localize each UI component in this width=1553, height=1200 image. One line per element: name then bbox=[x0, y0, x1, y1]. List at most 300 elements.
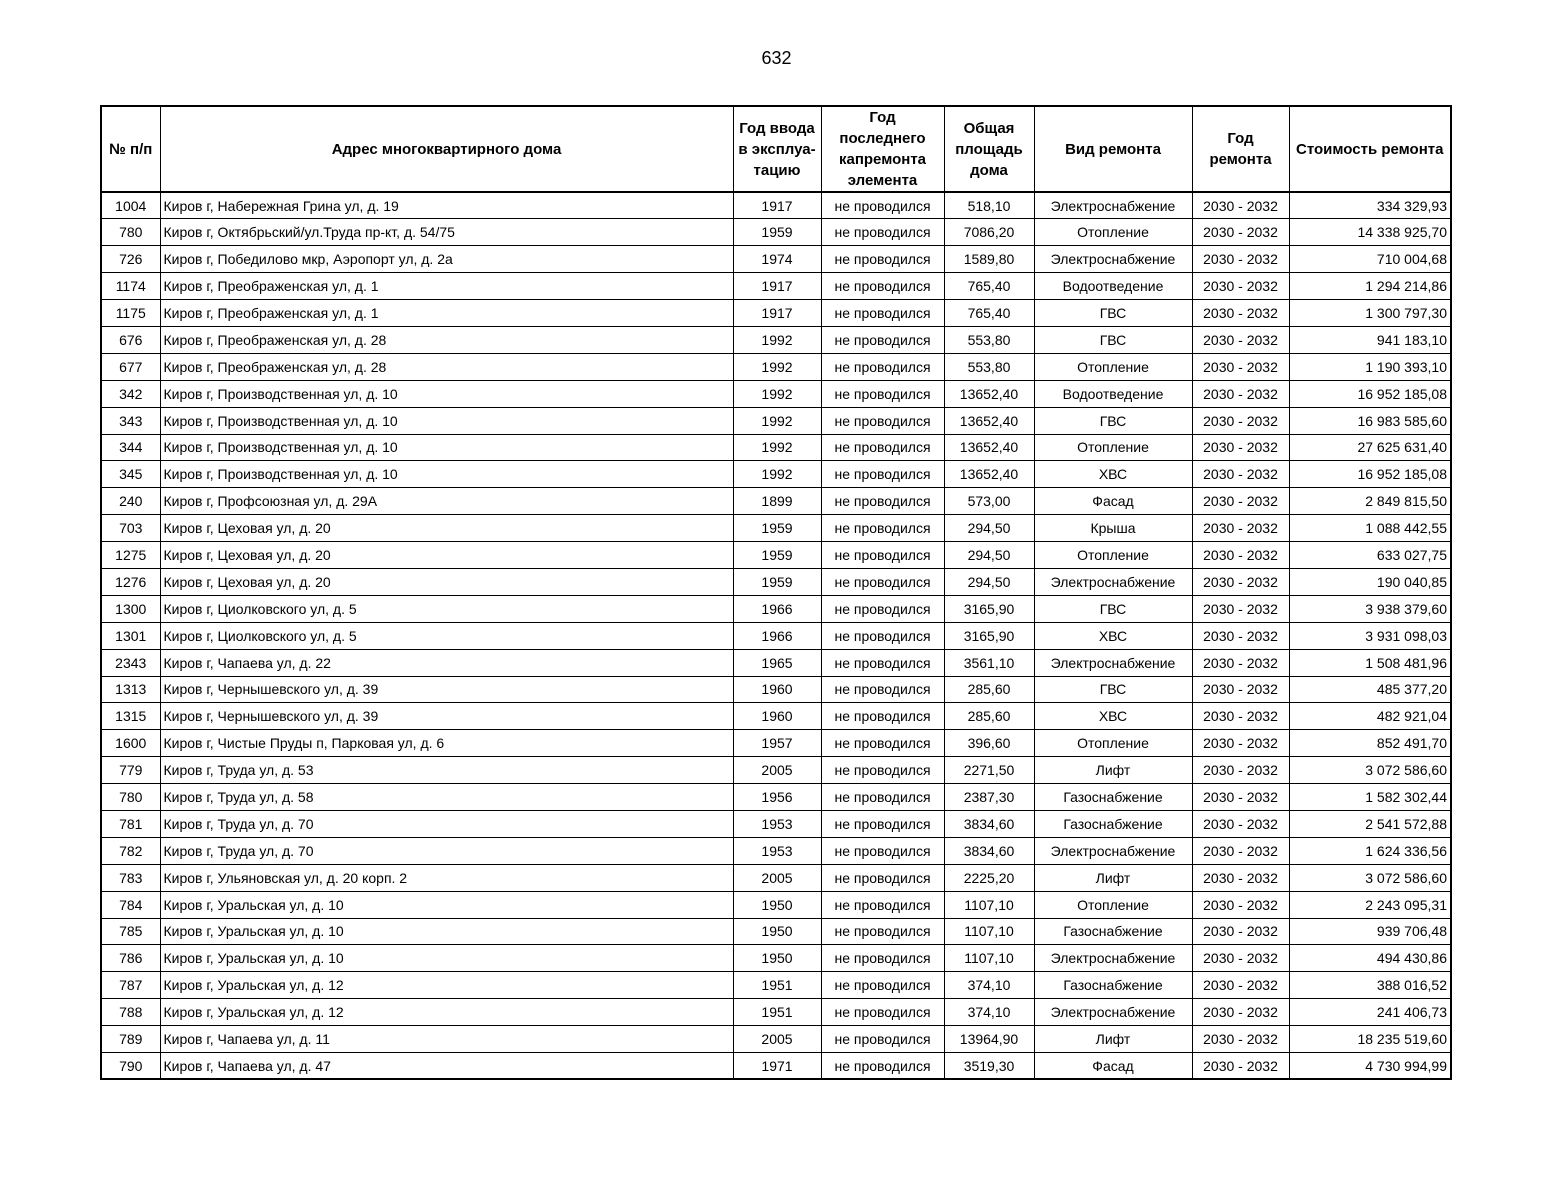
cell-address: Киров г, Уральская ул, д. 12 bbox=[160, 999, 733, 1026]
cell-repair-type: ГВС bbox=[1034, 595, 1192, 622]
cell-address: Киров г, Ульяновская ул, д. 20 корп. 2 bbox=[160, 864, 733, 891]
cell-area: 396,60 bbox=[944, 730, 1034, 757]
cell-repair-type: Крыша bbox=[1034, 515, 1192, 542]
table-row bbox=[101, 730, 1451, 757]
cell-year-built: 1992 bbox=[733, 434, 821, 461]
cell-repair-years: 2030 - 2032 bbox=[1192, 891, 1289, 918]
cell-last-repair: не проводился bbox=[821, 353, 944, 380]
cell-num: 785 bbox=[101, 918, 160, 945]
cell-num: 1004 bbox=[101, 192, 160, 219]
cell-repair-type: Газоснабжение bbox=[1034, 784, 1192, 811]
cell-address: Киров г, Цеховая ул, д. 20 bbox=[160, 542, 733, 569]
header-last-repair: Год последнего капремонта элемента bbox=[821, 106, 944, 192]
cell-repair-type: Лифт bbox=[1034, 1026, 1192, 1053]
table-row bbox=[101, 407, 1451, 434]
cell-area: 13652,40 bbox=[944, 380, 1034, 407]
cell-num: 1600 bbox=[101, 730, 160, 757]
cell-area: 553,80 bbox=[944, 326, 1034, 353]
cell-area: 294,50 bbox=[944, 542, 1034, 569]
cell-year-built: 1971 bbox=[733, 1053, 821, 1080]
cell-area: 573,00 bbox=[944, 488, 1034, 515]
cell-repair-years: 2030 - 2032 bbox=[1192, 434, 1289, 461]
cell-area: 1107,10 bbox=[944, 945, 1034, 972]
cell-year-built: 2005 bbox=[733, 864, 821, 891]
cell-repair-type: Отопление bbox=[1034, 434, 1192, 461]
cell-last-repair: не проводился bbox=[821, 461, 944, 488]
cell-num: 781 bbox=[101, 810, 160, 837]
cell-repair-type: Фасад bbox=[1034, 1053, 1192, 1080]
cell-address: Киров г, Чапаева ул, д. 11 bbox=[160, 1026, 733, 1053]
cell-address: Киров г, Труда ул, д. 53 bbox=[160, 757, 733, 784]
cell-repair-years: 2030 - 2032 bbox=[1192, 461, 1289, 488]
cell-cost: 494 430,86 bbox=[1289, 945, 1451, 972]
table-row bbox=[101, 1053, 1451, 1080]
cell-repair-type: Водоотведение bbox=[1034, 380, 1192, 407]
cell-year-built: 1959 bbox=[733, 515, 821, 542]
cell-year-built: 1992 bbox=[733, 353, 821, 380]
cell-cost: 482 921,04 bbox=[1289, 703, 1451, 730]
cell-year-built: 1917 bbox=[733, 273, 821, 300]
table-row bbox=[101, 192, 1451, 219]
cell-repair-type: Газоснабжение bbox=[1034, 972, 1192, 999]
cell-last-repair: не проводился bbox=[821, 434, 944, 461]
table-row bbox=[101, 649, 1451, 676]
cell-year-built: 1960 bbox=[733, 676, 821, 703]
cell-repair-years: 2030 - 2032 bbox=[1192, 622, 1289, 649]
cell-num: 677 bbox=[101, 353, 160, 380]
cell-num: 786 bbox=[101, 945, 160, 972]
cell-year-built: 1950 bbox=[733, 945, 821, 972]
cell-cost: 16 983 585,60 bbox=[1289, 407, 1451, 434]
cell-repair-years: 2030 - 2032 bbox=[1192, 945, 1289, 972]
cell-cost: 3 072 586,60 bbox=[1289, 864, 1451, 891]
cell-repair-type: Отопление bbox=[1034, 891, 1192, 918]
table-row bbox=[101, 703, 1451, 730]
cell-num: 240 bbox=[101, 488, 160, 515]
cell-year-built: 1992 bbox=[733, 326, 821, 353]
cell-address: Киров г, Чернышевского ул, д. 39 bbox=[160, 676, 733, 703]
cell-last-repair: не проводился bbox=[821, 515, 944, 542]
cell-area: 765,40 bbox=[944, 300, 1034, 327]
cell-repair-years: 2030 - 2032 bbox=[1192, 649, 1289, 676]
table-row bbox=[101, 784, 1451, 811]
cell-year-built: 2005 bbox=[733, 1026, 821, 1053]
cell-cost: 2 243 095,31 bbox=[1289, 891, 1451, 918]
cell-repair-type: Водоотведение bbox=[1034, 273, 1192, 300]
cell-repair-years: 2030 - 2032 bbox=[1192, 219, 1289, 246]
cell-area: 2387,30 bbox=[944, 784, 1034, 811]
cell-repair-years: 2030 - 2032 bbox=[1192, 568, 1289, 595]
cell-year-built: 1992 bbox=[733, 380, 821, 407]
cell-address: Киров г, Труда ул, д. 58 bbox=[160, 784, 733, 811]
cell-area: 3834,60 bbox=[944, 810, 1034, 837]
cell-last-repair: не проводился bbox=[821, 730, 944, 757]
cell-cost: 485 377,20 bbox=[1289, 676, 1451, 703]
cell-year-built: 1956 bbox=[733, 784, 821, 811]
cell-address: Киров г, Профсоюзная ул, д. 29А bbox=[160, 488, 733, 515]
cell-last-repair: не проводился bbox=[821, 1026, 944, 1053]
cell-cost: 1 624 336,56 bbox=[1289, 837, 1451, 864]
cell-address: Киров г, Циолковского ул, д. 5 bbox=[160, 595, 733, 622]
cell-num: 1300 bbox=[101, 595, 160, 622]
cell-num: 1313 bbox=[101, 676, 160, 703]
cell-last-repair: не проводился bbox=[821, 891, 944, 918]
cell-area: 3561,10 bbox=[944, 649, 1034, 676]
cell-cost: 710 004,68 bbox=[1289, 246, 1451, 273]
cell-area: 285,60 bbox=[944, 676, 1034, 703]
cell-cost: 941 183,10 bbox=[1289, 326, 1451, 353]
table-row bbox=[101, 568, 1451, 595]
cell-num: 783 bbox=[101, 864, 160, 891]
cell-year-built: 1950 bbox=[733, 918, 821, 945]
cell-repair-type: Электроснабжение bbox=[1034, 837, 1192, 864]
cell-cost: 18 235 519,60 bbox=[1289, 1026, 1451, 1053]
cell-area: 553,80 bbox=[944, 353, 1034, 380]
table-row bbox=[101, 273, 1451, 300]
cell-cost: 388 016,52 bbox=[1289, 972, 1451, 999]
cell-repair-years: 2030 - 2032 bbox=[1192, 326, 1289, 353]
cell-repair-type: Фасад bbox=[1034, 488, 1192, 515]
cell-num: 342 bbox=[101, 380, 160, 407]
cell-cost: 3 938 379,60 bbox=[1289, 595, 1451, 622]
cell-num: 782 bbox=[101, 837, 160, 864]
cell-cost: 633 027,75 bbox=[1289, 542, 1451, 569]
repair-schedule-table bbox=[100, 105, 1452, 1080]
cell-last-repair: не проводился bbox=[821, 595, 944, 622]
cell-cost: 852 491,70 bbox=[1289, 730, 1451, 757]
cell-last-repair: не проводился bbox=[821, 999, 944, 1026]
cell-num: 788 bbox=[101, 999, 160, 1026]
table-row bbox=[101, 918, 1451, 945]
cell-year-built: 1992 bbox=[733, 461, 821, 488]
cell-last-repair: не проводился bbox=[821, 488, 944, 515]
cell-address: Киров г, Чапаева ул, д. 47 bbox=[160, 1053, 733, 1080]
cell-year-built: 1957 bbox=[733, 730, 821, 757]
table-row bbox=[101, 810, 1451, 837]
cell-num: 1315 bbox=[101, 703, 160, 730]
table-row bbox=[101, 837, 1451, 864]
cell-repair-type: ХВС bbox=[1034, 622, 1192, 649]
cell-year-built: 1966 bbox=[733, 622, 821, 649]
cell-num: 676 bbox=[101, 326, 160, 353]
cell-area: 765,40 bbox=[944, 273, 1034, 300]
table-row bbox=[101, 864, 1451, 891]
cell-last-repair: не проводился bbox=[821, 837, 944, 864]
cell-year-built: 1917 bbox=[733, 192, 821, 219]
cell-cost: 190 040,85 bbox=[1289, 568, 1451, 595]
cell-last-repair: не проводился bbox=[821, 918, 944, 945]
cell-area: 1107,10 bbox=[944, 918, 1034, 945]
cell-num: 780 bbox=[101, 219, 160, 246]
cell-cost: 1 508 481,96 bbox=[1289, 649, 1451, 676]
cell-area: 3519,30 bbox=[944, 1053, 1034, 1080]
cell-area: 2225,20 bbox=[944, 864, 1034, 891]
cell-address: Киров г, Преображенская ул, д. 1 bbox=[160, 273, 733, 300]
cell-last-repair: не проводился bbox=[821, 649, 944, 676]
cell-address: Киров г, Преображенская ул, д. 28 bbox=[160, 353, 733, 380]
cell-last-repair: не проводился bbox=[821, 273, 944, 300]
cell-repair-years: 2030 - 2032 bbox=[1192, 300, 1289, 327]
cell-address: Киров г, Труда ул, д. 70 bbox=[160, 837, 733, 864]
cell-repair-type: Газоснабжение bbox=[1034, 918, 1192, 945]
cell-num: 790 bbox=[101, 1053, 160, 1080]
cell-repair-years: 2030 - 2032 bbox=[1192, 757, 1289, 784]
cell-address: Киров г, Труда ул, д. 70 bbox=[160, 810, 733, 837]
cell-repair-years: 2030 - 2032 bbox=[1192, 353, 1289, 380]
cell-area: 3165,90 bbox=[944, 622, 1034, 649]
header-year-built: Год ввода в эксплуа- тацию bbox=[733, 106, 821, 192]
cell-last-repair: не проводился bbox=[821, 703, 944, 730]
table-row bbox=[101, 515, 1451, 542]
cell-repair-years: 2030 - 2032 bbox=[1192, 407, 1289, 434]
cell-last-repair: не проводился bbox=[821, 326, 944, 353]
header-num: № п/п bbox=[101, 106, 160, 192]
cell-repair-type: ГВС bbox=[1034, 300, 1192, 327]
cell-cost: 1 300 797,30 bbox=[1289, 300, 1451, 327]
cell-year-built: 1959 bbox=[733, 568, 821, 595]
cell-repair-years: 2030 - 2032 bbox=[1192, 784, 1289, 811]
cell-last-repair: не проводился bbox=[821, 380, 944, 407]
cell-last-repair: не проводился bbox=[821, 300, 944, 327]
header-cost: Стоимость ремонта bbox=[1289, 106, 1451, 192]
cell-repair-type: Газоснабжение bbox=[1034, 810, 1192, 837]
cell-address: Киров г, Производственная ул, д. 10 bbox=[160, 434, 733, 461]
cell-address: Киров г, Уральская ул, д. 10 bbox=[160, 918, 733, 945]
cell-cost: 14 338 925,70 bbox=[1289, 219, 1451, 246]
cell-repair-type: Электроснабжение bbox=[1034, 246, 1192, 273]
header-repair-type: Вид ремонта bbox=[1034, 106, 1192, 192]
cell-address: Киров г, Победилово мкр, Аэропорт ул, д. 2а bbox=[160, 246, 733, 273]
cell-cost: 1 294 214,86 bbox=[1289, 273, 1451, 300]
cell-year-built: 1917 bbox=[733, 300, 821, 327]
cell-repair-type: Отопление bbox=[1034, 353, 1192, 380]
cell-repair-type: ГВС bbox=[1034, 326, 1192, 353]
cell-repair-years: 2030 - 2032 bbox=[1192, 380, 1289, 407]
cell-year-built: 1959 bbox=[733, 542, 821, 569]
page-number: 632 bbox=[761, 48, 792, 68]
cell-num: 1301 bbox=[101, 622, 160, 649]
cell-address: Киров г, Цеховая ул, д. 20 bbox=[160, 515, 733, 542]
cell-repair-type: Электроснабжение bbox=[1034, 192, 1192, 219]
cell-last-repair: не проводился bbox=[821, 945, 944, 972]
header-address: Адрес многоквартирного дома bbox=[160, 106, 733, 192]
cell-last-repair: не проводился bbox=[821, 757, 944, 784]
cell-num: 1276 bbox=[101, 568, 160, 595]
cell-cost: 16 952 185,08 bbox=[1289, 380, 1451, 407]
table-row bbox=[101, 219, 1451, 246]
table-row bbox=[101, 676, 1451, 703]
cell-repair-type: Отопление bbox=[1034, 542, 1192, 569]
cell-address: Киров г, Производственная ул, д. 10 bbox=[160, 407, 733, 434]
cell-repair-years: 2030 - 2032 bbox=[1192, 703, 1289, 730]
cell-repair-type: Отопление bbox=[1034, 730, 1192, 757]
cell-address: Киров г, Циолковского ул, д. 5 bbox=[160, 622, 733, 649]
cell-repair-type: ГВС bbox=[1034, 407, 1192, 434]
cell-cost: 1 088 442,55 bbox=[1289, 515, 1451, 542]
cell-num: 345 bbox=[101, 461, 160, 488]
cell-repair-type: Электроснабжение bbox=[1034, 649, 1192, 676]
table-row bbox=[101, 461, 1451, 488]
cell-area: 285,60 bbox=[944, 703, 1034, 730]
table-row bbox=[101, 246, 1451, 273]
cell-address: Киров г, Уральская ул, д. 10 bbox=[160, 945, 733, 972]
cell-area: 3165,90 bbox=[944, 595, 1034, 622]
cell-repair-years: 2030 - 2032 bbox=[1192, 999, 1289, 1026]
cell-repair-type: Лифт bbox=[1034, 864, 1192, 891]
cell-area: 7086,20 bbox=[944, 219, 1034, 246]
cell-address: Киров г, Производственная ул, д. 10 bbox=[160, 461, 733, 488]
cell-num: 343 bbox=[101, 407, 160, 434]
table-body bbox=[101, 192, 1451, 1079]
cell-area: 13652,40 bbox=[944, 407, 1034, 434]
cell-area: 2271,50 bbox=[944, 757, 1034, 784]
cell-repair-years: 2030 - 2032 bbox=[1192, 246, 1289, 273]
cell-num: 779 bbox=[101, 757, 160, 784]
cell-year-built: 1953 bbox=[733, 810, 821, 837]
cell-repair-type: Электроснабжение bbox=[1034, 945, 1192, 972]
cell-last-repair: не проводился bbox=[821, 622, 944, 649]
table-row bbox=[101, 622, 1451, 649]
cell-repair-years: 2030 - 2032 bbox=[1192, 810, 1289, 837]
cell-repair-type: ХВС bbox=[1034, 703, 1192, 730]
table-row bbox=[101, 326, 1451, 353]
cell-area: 374,10 bbox=[944, 972, 1034, 999]
cell-last-repair: не проводился bbox=[821, 864, 944, 891]
cell-year-built: 1966 bbox=[733, 595, 821, 622]
cell-repair-years: 2030 - 2032 bbox=[1192, 1026, 1289, 1053]
cell-area: 3834,60 bbox=[944, 837, 1034, 864]
cell-repair-years: 2030 - 2032 bbox=[1192, 488, 1289, 515]
table-row bbox=[101, 542, 1451, 569]
cell-repair-years: 2030 - 2032 bbox=[1192, 515, 1289, 542]
cell-repair-type: Электроснабжение bbox=[1034, 999, 1192, 1026]
cell-repair-years: 2030 - 2032 bbox=[1192, 595, 1289, 622]
table-row bbox=[101, 434, 1451, 461]
cell-cost: 1 582 302,44 bbox=[1289, 784, 1451, 811]
table-row bbox=[101, 1026, 1451, 1053]
cell-address: Киров г, Преображенская ул, д. 28 bbox=[160, 326, 733, 353]
cell-year-built: 2005 bbox=[733, 757, 821, 784]
cell-cost: 3 931 098,03 bbox=[1289, 622, 1451, 649]
cell-address: Киров г, Производственная ул, д. 10 bbox=[160, 380, 733, 407]
cell-last-repair: не проводился bbox=[821, 246, 944, 273]
cell-year-built: 1951 bbox=[733, 999, 821, 1026]
cell-repair-years: 2030 - 2032 bbox=[1192, 1053, 1289, 1080]
cell-cost: 16 952 185,08 bbox=[1289, 461, 1451, 488]
table-row bbox=[101, 380, 1451, 407]
table-header-row bbox=[101, 106, 1451, 192]
table-row bbox=[101, 945, 1451, 972]
cell-last-repair: не проводился bbox=[821, 542, 944, 569]
cell-address: Киров г, Чапаева ул, д. 22 bbox=[160, 649, 733, 676]
cell-last-repair: не проводился bbox=[821, 676, 944, 703]
cell-area: 13652,40 bbox=[944, 434, 1034, 461]
cell-last-repair: не проводился bbox=[821, 1053, 944, 1080]
cell-year-built: 1960 bbox=[733, 703, 821, 730]
cell-repair-years: 2030 - 2032 bbox=[1192, 837, 1289, 864]
cell-last-repair: не проводился bbox=[821, 810, 944, 837]
table-row bbox=[101, 972, 1451, 999]
cell-repair-years: 2030 - 2032 bbox=[1192, 192, 1289, 219]
cell-area: 13964,90 bbox=[944, 1026, 1034, 1053]
cell-num: 2343 bbox=[101, 649, 160, 676]
cell-num: 703 bbox=[101, 515, 160, 542]
cell-repair-years: 2030 - 2032 bbox=[1192, 864, 1289, 891]
cell-last-repair: не проводился bbox=[821, 972, 944, 999]
cell-cost: 939 706,48 bbox=[1289, 918, 1451, 945]
cell-repair-type: Лифт bbox=[1034, 757, 1192, 784]
cell-cost: 1 190 393,10 bbox=[1289, 353, 1451, 380]
cell-area: 374,10 bbox=[944, 999, 1034, 1026]
cell-area: 294,50 bbox=[944, 568, 1034, 595]
cell-cost: 241 406,73 bbox=[1289, 999, 1451, 1026]
cell-area: 1589,80 bbox=[944, 246, 1034, 273]
cell-address: Киров г, Уральская ул, д. 12 bbox=[160, 972, 733, 999]
cell-repair-years: 2030 - 2032 bbox=[1192, 918, 1289, 945]
cell-repair-years: 2030 - 2032 bbox=[1192, 542, 1289, 569]
cell-cost: 4 730 994,99 bbox=[1289, 1053, 1451, 1080]
cell-num: 780 bbox=[101, 784, 160, 811]
cell-last-repair: не проводился bbox=[821, 192, 944, 219]
cell-num: 784 bbox=[101, 891, 160, 918]
cell-year-built: 1965 bbox=[733, 649, 821, 676]
cell-last-repair: не проводился bbox=[821, 407, 944, 434]
cell-year-built: 1959 bbox=[733, 219, 821, 246]
cell-year-built: 1953 bbox=[733, 837, 821, 864]
cell-num: 1275 bbox=[101, 542, 160, 569]
cell-cost: 2 541 572,88 bbox=[1289, 810, 1451, 837]
cell-address: Киров г, Чистые Пруды п, Парковая ул, д. 6 bbox=[160, 730, 733, 757]
cell-year-built: 1992 bbox=[733, 407, 821, 434]
table-row bbox=[101, 757, 1451, 784]
cell-area: 518,10 bbox=[944, 192, 1034, 219]
cell-year-built: 1951 bbox=[733, 972, 821, 999]
cell-address: Киров г, Уральская ул, д. 10 bbox=[160, 891, 733, 918]
cell-address: Киров г, Набережная Грина ул, д. 19 bbox=[160, 192, 733, 219]
cell-cost: 27 625 631,40 bbox=[1289, 434, 1451, 461]
cell-repair-type: ХВС bbox=[1034, 461, 1192, 488]
cell-repair-years: 2030 - 2032 bbox=[1192, 273, 1289, 300]
table-row bbox=[101, 353, 1451, 380]
cell-last-repair: не проводился bbox=[821, 784, 944, 811]
cell-address: Киров г, Чернышевского ул, д. 39 bbox=[160, 703, 733, 730]
table-row bbox=[101, 488, 1451, 515]
cell-cost: 2 849 815,50 bbox=[1289, 488, 1451, 515]
cell-repair-years: 2030 - 2032 bbox=[1192, 730, 1289, 757]
table-row bbox=[101, 891, 1451, 918]
cell-cost: 334 329,93 bbox=[1289, 192, 1451, 219]
cell-num: 789 bbox=[101, 1026, 160, 1053]
cell-num: 344 bbox=[101, 434, 160, 461]
cell-num: 1175 bbox=[101, 300, 160, 327]
header-area: Общая площадь дома bbox=[944, 106, 1034, 192]
cell-num: 726 bbox=[101, 246, 160, 273]
cell-repair-type: Отопление bbox=[1034, 219, 1192, 246]
cell-year-built: 1950 bbox=[733, 891, 821, 918]
cell-num: 787 bbox=[101, 972, 160, 999]
cell-address: Киров г, Цеховая ул, д. 20 bbox=[160, 568, 733, 595]
cell-area: 13652,40 bbox=[944, 461, 1034, 488]
cell-repair-type: ГВС bbox=[1034, 676, 1192, 703]
cell-year-built: 1974 bbox=[733, 246, 821, 273]
table-row bbox=[101, 595, 1451, 622]
cell-area: 294,50 bbox=[944, 515, 1034, 542]
cell-address: Киров г, Октябрьский/ул.Труда пр-кт, д. 54/75 bbox=[160, 219, 733, 246]
cell-area: 1107,10 bbox=[944, 891, 1034, 918]
cell-num: 1174 bbox=[101, 273, 160, 300]
cell-repair-years: 2030 - 2032 bbox=[1192, 676, 1289, 703]
cell-address: Киров г, Преображенская ул, д. 1 bbox=[160, 300, 733, 327]
